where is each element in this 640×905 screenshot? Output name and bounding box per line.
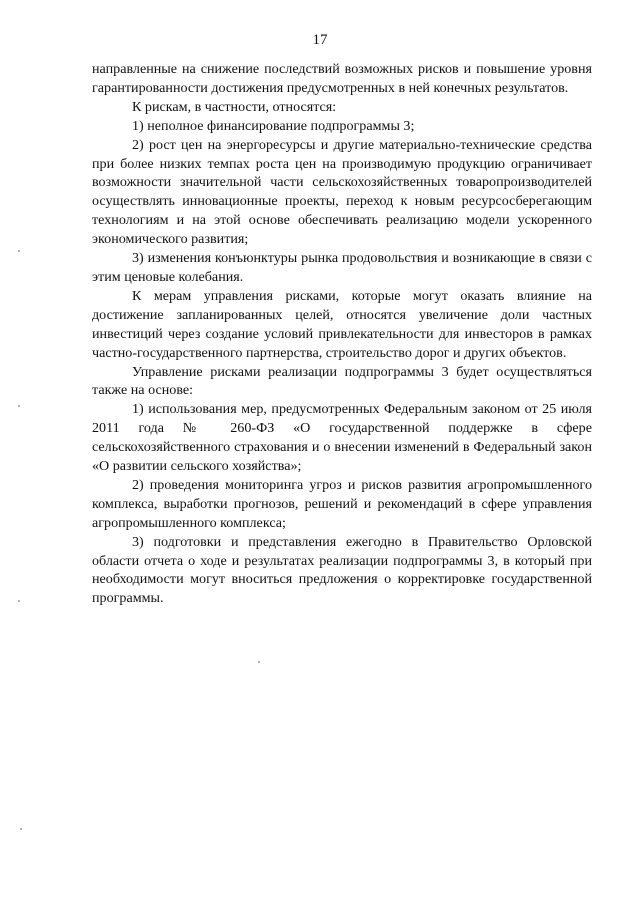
paragraph-intro: направленные на снижение последствий возможных рисков и повышение уровня гарантированности достижения предусмотренных в ней конечных результатов. bbox=[92, 61, 592, 96]
paragraph-basis-1: 1) использования мер, предусмотренных Федеральным законом от 25 июля 2011 года № 260-ФЗ «О государственной поддержке в сфере сельскохозяйственного страхования и о внесении изменений в Федеральный закон «О развитии сельского хозяйства»; bbox=[92, 401, 592, 475]
paragraph-basis-2: 2) проведения мониторинга угроз и рисков развития агропромышленного комплекса, выработки прогнозов, решений и рекомендаций в сфере управления агропромышленного комплекса; bbox=[92, 476, 592, 531]
paragraph-risk-3: 3) изменения конъюнктуры рынка продовольствия и возникающие в связи с этим ценовые колебания. bbox=[92, 250, 592, 285]
scan-artifact bbox=[258, 661, 260, 663]
paragraph-basis-3: 3) подготовки и представления ежегодно в Правительство Орловской области отчета о ходе и результатах реализации подпрограммы 3, в который при необходимости могут вноситься предложения о корректировке государственной программы. bbox=[92, 533, 592, 607]
paragraph-measures: К мерам управления рисками, которые могут оказать влияние на достижение запланированных целей, относятся увеличение доли частных инвестиций через создание условий привлекательности для инвесторов в рамках частно-государственного партнерства, строительство дорог и других объектов. bbox=[92, 287, 592, 361]
page-number: 17 bbox=[312, 32, 328, 48]
paragraph-risk-1: 1) неполное финансирование подпрограммы 3; bbox=[132, 117, 415, 134]
paragraph-risks-heading: К рискам, в частности, относятся: bbox=[132, 98, 337, 115]
scan-artifact bbox=[20, 828, 22, 830]
scan-artifact bbox=[18, 600, 20, 602]
scan-artifact bbox=[18, 250, 20, 252]
scan-artifact bbox=[18, 405, 20, 407]
paragraph-management: Управление рисками реализации подпрограммы 3 будет осуществляться также на основе: bbox=[92, 363, 592, 399]
paragraph-risk-2: 2) рост цен на энергоресурсы и другие материально-технические средства при более низких темпах роста цен на производимую продукцию ограничивает возможности значительной части сельскохозяйственных товаропроизводителей осуществлять инновационные проекты, переход к новым ресурсосберегающим технологиям и на этой основе обеспечивать реализацию модели ускоренного экономического развития; bbox=[92, 136, 592, 248]
document-body bbox=[92, 60, 592, 608]
